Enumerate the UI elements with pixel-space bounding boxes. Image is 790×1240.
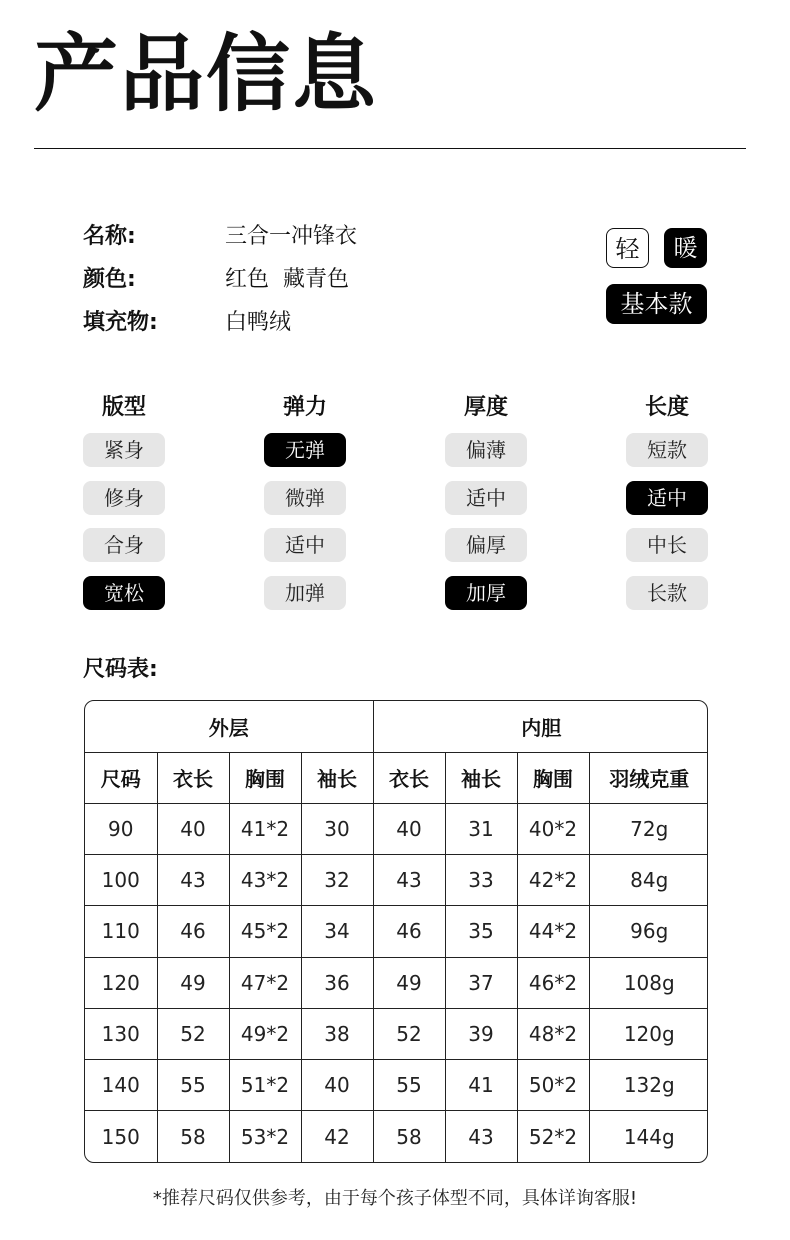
table-row [85, 1008, 708, 1059]
info-label: 填充物: [83, 310, 158, 335]
attribute-option: 加弹 [264, 576, 346, 610]
group-inner: 内胆 [373, 701, 708, 752]
table-cell: 55 [373, 1060, 445, 1111]
table-cell: 31 [445, 803, 517, 854]
table-cell: 43*2 [229, 855, 301, 906]
tag-light: 轻 [606, 228, 649, 268]
table-cell: 49*2 [229, 1008, 301, 1059]
table-group-header [85, 701, 708, 752]
title-divider [34, 148, 746, 149]
table-cell: 38 [301, 1008, 373, 1059]
table-cell: 42 [301, 1111, 373, 1162]
table-cell: 52 [157, 1008, 229, 1059]
info-value: 三合一冲锋衣 [225, 224, 358, 249]
column-header: 胸围 [517, 752, 589, 803]
table-cell: 53*2 [229, 1111, 301, 1162]
table-cell: 84g [589, 855, 708, 906]
column-header: 衣长 [373, 752, 445, 803]
table-cell: 150 [85, 1111, 157, 1162]
table-row [85, 803, 708, 854]
tag-warm: 暖 [664, 228, 707, 268]
table-cell: 30 [301, 803, 373, 854]
column-header: 袖长 [445, 752, 517, 803]
size-footnote: *推荐尺码仅供参考，由于每个孩子体型不同，具体详询客服! [152, 1188, 638, 1209]
table-cell: 41 [445, 1060, 517, 1111]
size-chart-table [84, 700, 708, 1163]
table-cell: 32 [301, 855, 373, 906]
table-cell: 108g [589, 957, 708, 1008]
table-cell: 37 [445, 957, 517, 1008]
tag-basic: 基本款 [606, 284, 707, 324]
table-cell: 46 [157, 906, 229, 957]
attribute-title: 长度 [644, 395, 689, 420]
table-cell: 35 [445, 906, 517, 957]
table-row [85, 855, 708, 906]
attribute-option: 偏薄 [445, 433, 527, 467]
table-cell: 49 [157, 957, 229, 1008]
column-header: 羽绒克重 [589, 752, 708, 803]
attribute-option: 无弹 [264, 433, 346, 467]
attribute-option: 中长 [626, 528, 708, 562]
page-title: 产品信息 [34, 25, 379, 123]
table-cell: 40 [373, 803, 445, 854]
table-cell: 40 [301, 1060, 373, 1111]
table-cell: 120 [85, 957, 157, 1008]
table-cell: 140 [85, 1060, 157, 1111]
attribute-option: 紧身 [83, 433, 165, 467]
table-cell: 34 [301, 906, 373, 957]
table-cell: 44*2 [517, 906, 589, 957]
attribute-option: 适中 [445, 481, 527, 515]
column-header: 尺码 [85, 752, 157, 803]
table-cell: 43 [373, 855, 445, 906]
attribute-option: 加厚 [445, 576, 527, 610]
table-cell: 39 [445, 1008, 517, 1059]
table-cell: 51*2 [229, 1060, 301, 1111]
table-cell: 52*2 [517, 1111, 589, 1162]
table-row [85, 1060, 708, 1111]
attribute-option: 短款 [626, 433, 708, 467]
table-cell: 40*2 [517, 803, 589, 854]
table-cell: 43 [157, 855, 229, 906]
attribute-title: 版型 [101, 395, 146, 420]
table-cell: 36 [301, 957, 373, 1008]
table-cell: 33 [445, 855, 517, 906]
table-column-header [85, 752, 708, 803]
column-header: 袖长 [301, 752, 373, 803]
info-label: 名称: [83, 224, 136, 249]
attribute-option: 修身 [83, 481, 165, 515]
table-row [85, 1111, 708, 1162]
attribute-title: 厚度 [463, 395, 508, 420]
table-cell: 100 [85, 855, 157, 906]
table-row [85, 906, 708, 957]
table-cell: 144g [589, 1111, 708, 1162]
table-cell: 46*2 [517, 957, 589, 1008]
column-header: 衣长 [157, 752, 229, 803]
table-cell: 72g [589, 803, 708, 854]
attribute-option: 微弹 [264, 481, 346, 515]
table-cell: 46 [373, 906, 445, 957]
attribute-option: 长款 [626, 576, 708, 610]
attribute-title: 弹力 [282, 395, 327, 420]
table-cell: 96g [589, 906, 708, 957]
attribute-option: 宽松 [83, 576, 165, 610]
attribute-option: 合身 [83, 528, 165, 562]
size-chart-title: 尺码表: [83, 657, 158, 682]
table-cell: 130 [85, 1008, 157, 1059]
table-cell: 40 [157, 803, 229, 854]
attribute-option: 适中 [264, 528, 346, 562]
group-outer: 外层 [85, 701, 373, 752]
info-value: 红色 藏青色 [225, 267, 349, 292]
column-header: 胸围 [229, 752, 301, 803]
table-cell: 43 [445, 1111, 517, 1162]
table-cell: 47*2 [229, 957, 301, 1008]
info-label: 颜色: [83, 267, 136, 292]
table-cell: 50*2 [517, 1060, 589, 1111]
table-cell: 110 [85, 906, 157, 957]
table-cell: 120g [589, 1008, 708, 1059]
table-cell: 48*2 [517, 1008, 589, 1059]
attribute-option: 偏厚 [445, 528, 527, 562]
table-cell: 132g [589, 1060, 708, 1111]
table-cell: 58 [373, 1111, 445, 1162]
table-cell: 45*2 [229, 906, 301, 957]
table-cell: 42*2 [517, 855, 589, 906]
table-cell: 41*2 [229, 803, 301, 854]
table-cell: 90 [85, 803, 157, 854]
table-cell: 55 [157, 1060, 229, 1111]
table-cell: 52 [373, 1008, 445, 1059]
table-cell: 58 [157, 1111, 229, 1162]
info-value: 白鸭绒 [225, 310, 292, 335]
table-cell: 49 [373, 957, 445, 1008]
table-row [85, 957, 708, 1008]
attribute-option: 适中 [626, 481, 708, 515]
